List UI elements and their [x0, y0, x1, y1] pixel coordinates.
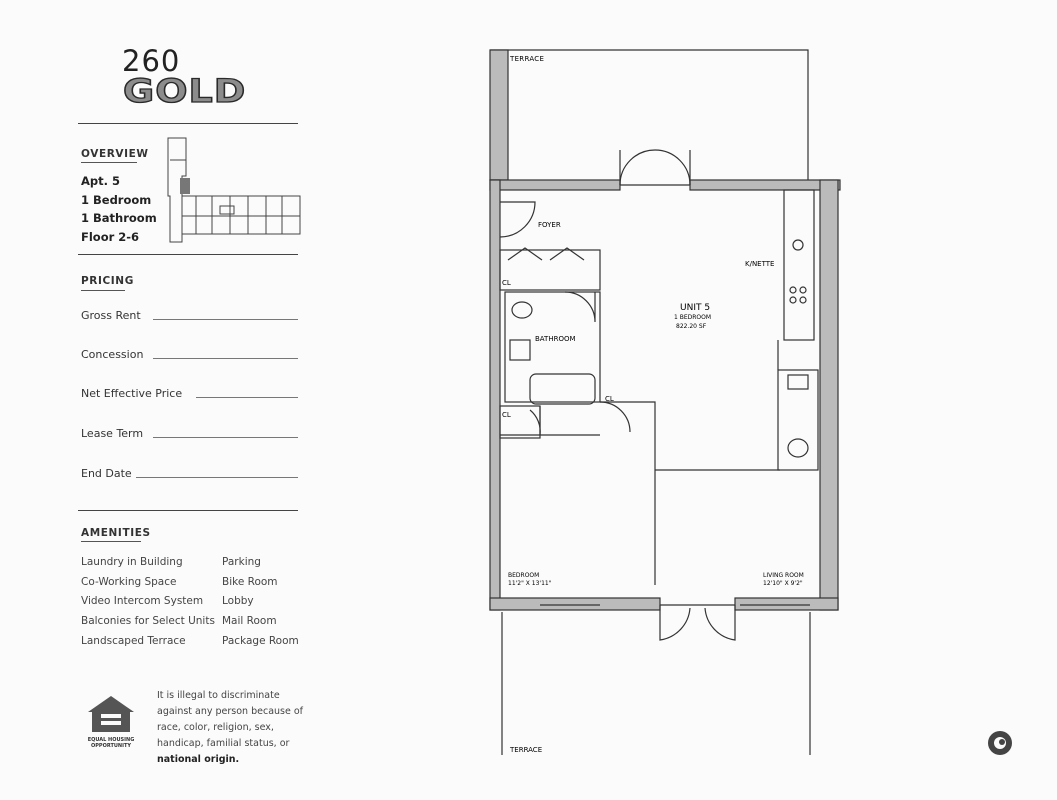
amenity-item: Mail Room	[222, 615, 277, 628]
net-effective-price-label: Net Effective Price	[81, 387, 183, 400]
amenity-item: Video Intercom System	[81, 595, 204, 608]
living-room-label: LIVING ROOM	[763, 572, 804, 579]
overview-bathrooms: 1 Bathroom	[81, 211, 157, 225]
gross-rent-field	[153, 319, 298, 320]
gross-rent-label: Gross Rent	[81, 309, 141, 322]
overview-underline	[81, 162, 137, 163]
amenities-underline	[81, 541, 141, 542]
overview-details	[81, 172, 157, 246]
concession-field	[153, 358, 298, 359]
unit-area-label: 822.20 SF	[676, 323, 707, 330]
overview-divider	[78, 254, 298, 255]
equal-housing-icon	[86, 694, 136, 736]
fair-housing-text: It is illegal to discriminate against any person because of race, color, religion, sex, handicap, familial status, or	[157, 690, 304, 749]
amenity-item: Lobby	[222, 595, 254, 608]
end-date-field	[136, 477, 298, 478]
foyer-label: FOYER	[538, 221, 561, 229]
amenity-item: Laundry in Building	[81, 556, 183, 568]
pricing-divider	[78, 510, 298, 511]
amenities-right-list	[222, 553, 299, 652]
closet-label-1: CL	[502, 279, 511, 287]
amenity-item: Parking	[222, 556, 261, 568]
floor-plan	[480, 40, 850, 770]
bedroom-dimensions: 11'2" X 13'11"	[508, 580, 552, 587]
terrace-top-label: TERRACE	[510, 55, 545, 63]
header-divider	[78, 123, 298, 124]
building-keyplan	[160, 136, 305, 248]
overview-title: OVERVIEW	[81, 148, 149, 160]
living-room-dimensions: 12'10" X 9'2"	[763, 580, 803, 587]
amenity-item: Landscaped Terrace	[81, 634, 186, 647]
closet-label-3: CL	[502, 411, 511, 419]
pricing-title: PRICING	[81, 275, 134, 287]
overview-apt: Apt. 5	[81, 174, 121, 188]
closet-label-2: CL	[605, 395, 614, 403]
corner-logo-icon	[986, 729, 1014, 757]
end-date-label: End Date	[81, 467, 132, 480]
lease-term-label: Lease Term	[81, 427, 144, 440]
amenity-item: Balconies for Select Units	[81, 615, 215, 628]
fair-housing-bold: national origin.	[157, 754, 240, 765]
terrace-bottom-label: TERRACE	[510, 746, 543, 754]
overview-floors: Floor 2-6	[81, 229, 140, 244]
amenity-item: Co-Working Space	[81, 575, 177, 588]
highlighted-unit-marker	[180, 178, 190, 194]
brand-logo-word: GOLD	[123, 72, 247, 110]
amenities-title: AMENITIES	[81, 527, 151, 539]
brand-number: 260	[122, 44, 181, 78]
amenity-item: Package Room	[222, 634, 299, 647]
net-effective-price-field	[196, 397, 298, 398]
fair-housing-statement	[157, 688, 307, 768]
terrace-wall	[490, 50, 508, 180]
kitchenette-label: K/NETTE	[745, 260, 775, 268]
overview-bedrooms: 1 Bedroom	[81, 192, 152, 207]
amenity-item: Bike Room	[222, 575, 278, 588]
bathroom-label: BATHROOM	[535, 335, 576, 343]
equal-housing-caption: EQUAL HOUSING OPPORTUNITY	[87, 737, 135, 749]
pricing-underline	[81, 290, 125, 291]
lease-term-field	[153, 437, 298, 438]
bedroom-label: BEDROOM	[508, 572, 540, 579]
concession-label: Concession	[81, 348, 144, 361]
amenities-left-list	[81, 553, 215, 652]
unit-label: UNIT 5	[680, 303, 711, 313]
unit-bedroom-label: 1 BEDROOM	[674, 314, 712, 321]
